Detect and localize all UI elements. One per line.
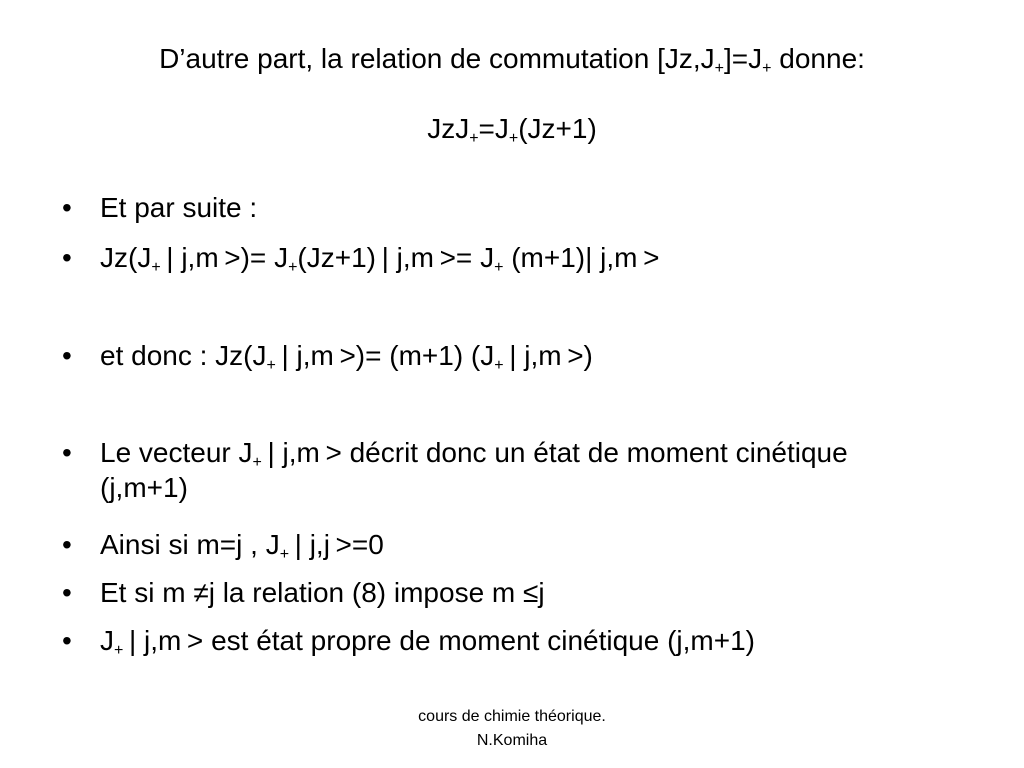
bullet-item (62, 435, 902, 505)
bullet-dot: • (62, 625, 72, 656)
title-text-part: D’autre part, la relation de commutation [Jz,J (159, 43, 715, 74)
bullet-dot: • (62, 242, 72, 273)
bullet-item (62, 338, 962, 373)
text-part: | j,j >=0 (289, 529, 384, 560)
bullet-item (62, 240, 962, 275)
bullet-text (100, 575, 962, 610)
subscript: + (266, 357, 276, 374)
title-subscript: + (762, 60, 772, 77)
bullet-text (100, 240, 962, 275)
text-part: Et si m ≠j la relation (8) impose m ≤j (100, 577, 545, 608)
slide-equation (0, 112, 1024, 146)
equation-subscript: + (508, 130, 519, 147)
bullet-dot: • (62, 192, 72, 223)
text-part: Jz(J (100, 242, 152, 273)
subscript: + (494, 357, 504, 374)
bullet-text (100, 338, 962, 373)
text-part: (m+1)| j,m > (503, 242, 660, 273)
bullet-dot: • (62, 529, 72, 560)
subscript: + (288, 259, 298, 276)
bullet-dot: • (62, 577, 72, 608)
text-part: Le vecteur J (100, 437, 253, 468)
subscript: + (252, 454, 262, 471)
title-text-part: donne: (771, 43, 865, 74)
equation-text-part: (Jz+1) (518, 113, 597, 144)
equation-text-part: =J (478, 113, 509, 144)
bullet-item (62, 190, 962, 225)
equation-subscript: + (469, 130, 479, 147)
footer-course: cours de chimie théorique. (418, 708, 606, 725)
footer-author: N.Komiha (476, 732, 548, 749)
text-part: J (100, 625, 114, 656)
text-part: et donc : Jz(J (100, 340, 267, 371)
subscript: + (279, 546, 290, 563)
bullet-item (62, 623, 962, 658)
bullet-dot: • (62, 437, 72, 468)
bullet-item (62, 527, 962, 562)
slide-footer (0, 705, 1024, 753)
text-part: Et par suite : (100, 192, 258, 223)
bullet-item (62, 575, 962, 610)
bullet-text (100, 527, 962, 562)
text-part: | j,m >)= (m+1) (J (275, 340, 495, 371)
subscript: + (151, 259, 161, 276)
bullet-text (100, 435, 902, 505)
bullet-dot: • (62, 340, 72, 371)
text-part: | j,m >) (503, 340, 593, 371)
text-part: | j,m >)= J (160, 242, 289, 273)
text-part: Ainsi si m=j , J (100, 529, 280, 560)
text-part: (Jz+1) | j,m >= J (297, 242, 495, 273)
title-subscript: + (714, 60, 725, 77)
slide-title (0, 42, 1024, 76)
title-text-part: ]=J (724, 43, 763, 74)
bullet-text (100, 190, 962, 225)
text-part: | j,m > décrit donc un état de moment cinétique (j,m+1) (100, 437, 848, 503)
subscript: + (114, 642, 124, 659)
text-part: | j,m > est état propre de moment cinétique (j,m+1) (123, 625, 755, 656)
subscript: + (494, 259, 504, 276)
equation-text-part: JzJ (427, 113, 470, 144)
bullet-text (100, 623, 962, 658)
